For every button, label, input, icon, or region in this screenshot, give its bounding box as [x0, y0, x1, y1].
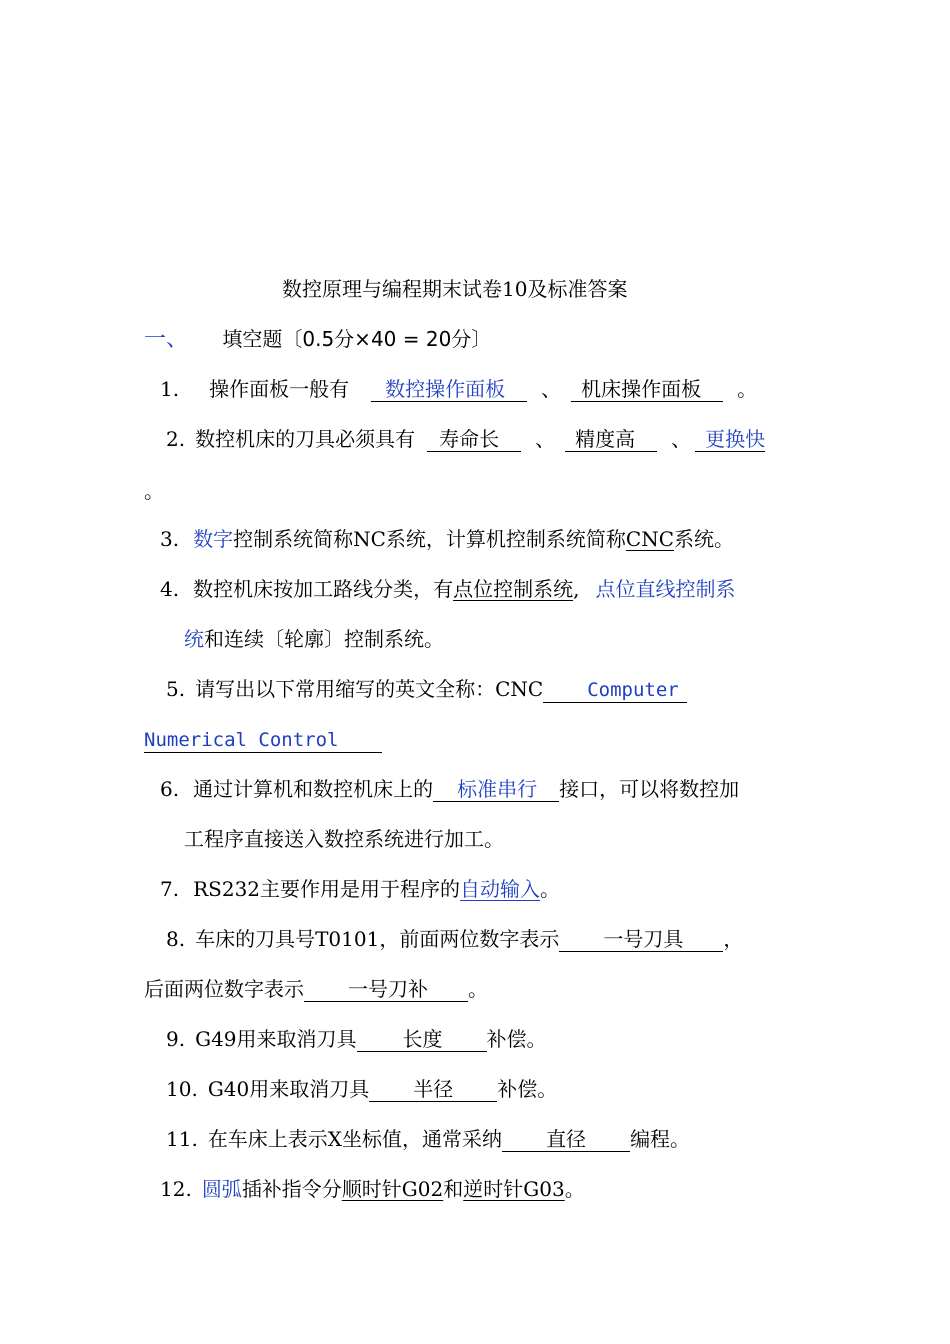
answer-blank: 点位控制系统	[453, 577, 574, 601]
period: 。	[540, 877, 561, 901]
section-title: 填空题〔0.5分×40 = 20分〕	[222, 327, 492, 351]
separator: 、	[671, 427, 692, 451]
question-10	[166, 1076, 557, 1102]
question-text: 通过计算机和数控机床上的	[193, 777, 434, 801]
question-number: 5.	[166, 677, 186, 701]
question-4	[160, 576, 735, 602]
answer-blank: 标准串行	[457, 777, 538, 801]
question-number: 7.	[160, 877, 180, 901]
answer-blank: 统	[184, 627, 204, 651]
answer-blank: 半径	[413, 1077, 454, 1101]
answer-blank: CNC	[625, 527, 675, 551]
question-text: 补偿。	[486, 1027, 547, 1051]
separator: ，	[723, 927, 744, 951]
question-number: 2.	[166, 427, 186, 451]
question-number: 12.	[160, 1177, 192, 1201]
separator: ,	[573, 577, 580, 601]
period: 。	[564, 1177, 585, 1201]
period: 。	[468, 977, 488, 1001]
answer-blank: Computer	[587, 679, 679, 701]
question-2	[166, 426, 765, 452]
question-4-cont	[184, 626, 444, 652]
question-number: 10.	[166, 1077, 198, 1101]
question-text: 编程。	[630, 1127, 691, 1151]
question-text: 控制系统简称NC系统，计算机控制系统简称	[233, 527, 626, 551]
answer-blank: 一号刀具	[603, 927, 684, 951]
answer-blank: 精度高	[575, 427, 636, 451]
answer-blank: 机床操作面板	[581, 377, 702, 401]
question-text: 系统。	[674, 527, 735, 551]
question-3	[160, 526, 734, 552]
answer-blank: Numerical Control	[144, 729, 339, 751]
answer-blank: 长度	[402, 1027, 443, 1051]
question-number: 8.	[166, 927, 186, 951]
separator: 、	[541, 377, 562, 401]
question-8	[166, 926, 743, 952]
answer-blank: 寿命长	[439, 427, 500, 451]
question-number: 6.	[160, 777, 180, 801]
question-text: 后面两位数字表示	[144, 977, 304, 1001]
question-5-cont	[144, 726, 382, 753]
question-12	[160, 1176, 585, 1202]
question-2-end: 。	[144, 479, 164, 503]
separator: 、	[535, 427, 556, 451]
question-text: RS232主要作用是用于程序的	[193, 877, 461, 901]
question-number: 3.	[160, 527, 180, 551]
question-1	[160, 376, 757, 402]
question-number: 11.	[166, 1127, 198, 1151]
period: 。	[737, 377, 758, 401]
answer-blank: 数控操作面板	[385, 377, 506, 401]
question-text: G49用来取消刀具	[195, 1027, 357, 1051]
page-title: 数控原理与编程期末试卷10及标准答案	[282, 277, 628, 301]
question-7	[160, 876, 560, 902]
question-6	[160, 776, 739, 802]
question-number: 9.	[166, 1027, 186, 1051]
answer-blank: 点位直线控制系	[595, 577, 736, 601]
answer-blank: 直径	[546, 1127, 587, 1151]
question-9	[166, 1026, 547, 1052]
question-text: 数控机床的刀具必须具有	[195, 427, 416, 451]
answer-blank: 数字	[193, 527, 234, 551]
question-text: 操作面板一般有	[209, 377, 350, 401]
section-heading	[144, 326, 491, 353]
question-text: 补偿。	[497, 1077, 558, 1101]
answer-blank: 自动输入	[460, 877, 541, 901]
question-6-cont: 工程序直接送入数控系统进行加工。	[184, 827, 504, 851]
question-text: 插补指令分	[241, 1177, 342, 1201]
question-text: G40用来取消刀具	[207, 1077, 370, 1101]
section-number: 一、	[144, 327, 189, 352]
question-5	[166, 676, 687, 703]
answer-blank: 顺时针G02	[341, 1177, 444, 1201]
answer-blank: 一号刀补	[348, 977, 428, 1001]
question-number: 4.	[160, 577, 180, 601]
answer-blank: 更换快	[705, 427, 766, 451]
answer-blank: 逆时针G03	[463, 1177, 565, 1201]
answer-blank: 圆弧	[201, 1177, 242, 1201]
question-text: 数控机床按加工路线分类，有	[193, 577, 454, 601]
question-text: 和连续〔轮廓〕控制系统。	[204, 627, 444, 651]
question-text: 在车床上表示X坐标值，通常采纳	[207, 1127, 503, 1151]
question-text: 接口，可以将数控加	[559, 777, 740, 801]
question-text: 请写出以下常用缩写的英文全称：CNC	[195, 677, 544, 701]
question-8-cont	[144, 976, 488, 1002]
question-number: 1.	[160, 377, 180, 401]
question-text: 和	[443, 1177, 464, 1201]
question-text: 车床的刀具号T0101，前面两位数字表示	[195, 927, 560, 951]
question-11	[166, 1126, 690, 1152]
